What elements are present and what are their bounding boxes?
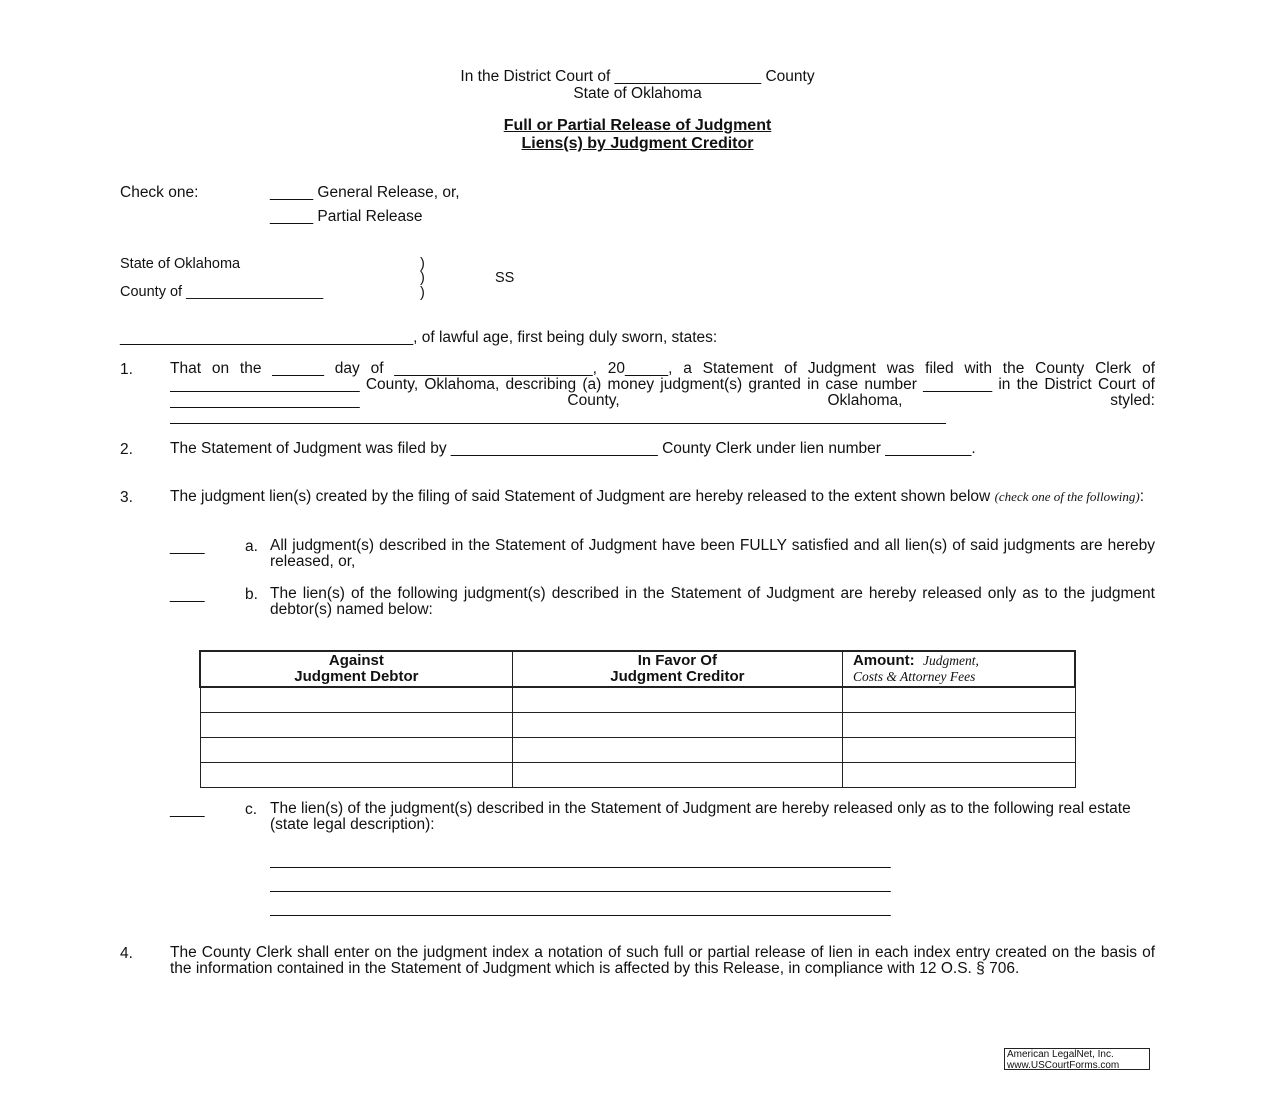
venue-paren: ) <box>420 270 425 286</box>
affiant-line[interactable]: __________________________________, of lawful age, first being duly sworn, states: <box>120 329 718 346</box>
table-cell[interactable] <box>512 713 842 738</box>
venue-paren: ) <box>420 256 425 272</box>
para3-block <box>170 489 1155 505</box>
col-amount <box>842 651 1075 687</box>
col1-line2: Judgment Debtor <box>294 668 419 685</box>
option-a-blank[interactable]: ____ <box>170 538 205 555</box>
court-line: In the District Court of _________________ County <box>460 68 815 85</box>
table-cell[interactable] <box>200 713 512 738</box>
table-cell[interactable] <box>512 738 842 763</box>
col1-line1: Against <box>328 652 384 669</box>
table-row <box>200 687 1075 713</box>
para2-text: The Statement of Judgment was filed by ________________________ County Clerk under lien number __________. <box>170 440 976 457</box>
check-one-label: Check one: <box>120 184 199 201</box>
col3-sub2: Costs & Attorney Fees <box>852 669 976 684</box>
para3-note: (check one of the following) <box>994 489 1140 504</box>
table-cell[interactable] <box>200 763 512 788</box>
table-cell[interactable] <box>200 687 512 713</box>
state-line: State of Oklahoma <box>573 85 702 102</box>
form-title-line2: Liens(s) by Judgment Creditor <box>521 135 754 152</box>
general-release-option[interactable]: _____ General Release, or, <box>270 184 460 201</box>
table-cell[interactable] <box>842 713 1075 738</box>
legal-description-line[interactable]: ________________________________________________________________________ <box>270 876 891 893</box>
col3-sub1: Judgment, <box>922 653 979 668</box>
table-cell[interactable] <box>842 763 1075 788</box>
partial-release-option[interactable]: _____ Partial Release <box>270 208 423 225</box>
table-cell[interactable] <box>842 738 1075 763</box>
option-a-letter: a. <box>245 538 258 555</box>
para4-number: 4. <box>120 945 133 962</box>
footer-company: American LegalNet, Inc. <box>1007 1049 1114 1060</box>
para3-number: 3. <box>120 489 133 506</box>
legal-description-line[interactable]: ________________________________________________________________________ <box>270 900 891 917</box>
table-row <box>200 763 1075 788</box>
table-cell[interactable] <box>512 687 842 713</box>
table-header-row <box>200 651 1075 687</box>
venue-state: State of Oklahoma <box>120 256 241 272</box>
option-b-text: The lien(s) of the following judgment(s) described in the Statement of Judgment are hereby released only as to the judgment debtor(s) named below: <box>270 585 1155 618</box>
para1-text: That on the ______ day of _______________________, 20_____, a Statement of Judgment was filed with the County Clerk of ______________________ County, Oklahoma, describing (a) money judgment(s) granted in case number ________ in the District Court of ______________________ County, Oklahoma, styled: __________________________________________________________________________________________ <box>170 361 1155 425</box>
option-a-text: All judgment(s) described in the Statement of Judgment have been FULLY satisfied and all lien(s) of said judgments are hereby released, or, <box>270 537 1155 570</box>
para3-colon: : <box>1139 488 1145 505</box>
table-row <box>200 738 1075 763</box>
option-c-text: The lien(s) of the judgment(s) described in the Statement of Judgment are hereby released only as to the following real estate (state legal description): <box>270 800 1131 833</box>
para1-number: 1. <box>120 361 133 378</box>
legal-description-line[interactable]: ________________________________________________________________________ <box>270 852 891 869</box>
para2-number: 2. <box>120 441 133 458</box>
table-cell[interactable] <box>200 738 512 763</box>
footer-website[interactable]: www.USCourtForms.com <box>1007 1060 1120 1071</box>
venue-paren: ) <box>420 285 425 301</box>
venue-county[interactable]: County of _________________ <box>120 284 324 300</box>
para4-text: The County Clerk shall enter on the judgment index a notation of such full or partial release of lien in each index entry created on the basis of the information contained in the Statement of Judgment which is affected by this Release, in compliance with 12 O.S. § 706. <box>170 944 1155 977</box>
option-b-letter: b. <box>245 586 258 603</box>
judgment-debtor-table <box>199 650 1076 788</box>
col-favor-creditor <box>512 651 842 687</box>
table-row <box>200 713 1075 738</box>
option-c-letter: c. <box>245 801 258 818</box>
option-b-blank[interactable]: ____ <box>170 586 205 603</box>
table-cell[interactable] <box>842 687 1075 713</box>
footer-watermark-box <box>1004 1048 1150 1070</box>
para3-text: The judgment lien(s) created by the filing of said Statement of Judgment are hereby released to the extent shown below <box>170 488 991 505</box>
form-title-line1: Full or Partial Release of Judgment <box>503 117 772 134</box>
option-c-blank[interactable]: ____ <box>170 801 205 818</box>
table-cell[interactable] <box>512 763 842 788</box>
col-against-debtor <box>200 651 512 687</box>
col2-line1: In Favor Of <box>637 652 717 669</box>
venue-ss: SS <box>495 270 515 286</box>
col2-line2: Judgment Creditor <box>610 668 745 685</box>
col3-amount-label: Amount: <box>852 652 915 669</box>
